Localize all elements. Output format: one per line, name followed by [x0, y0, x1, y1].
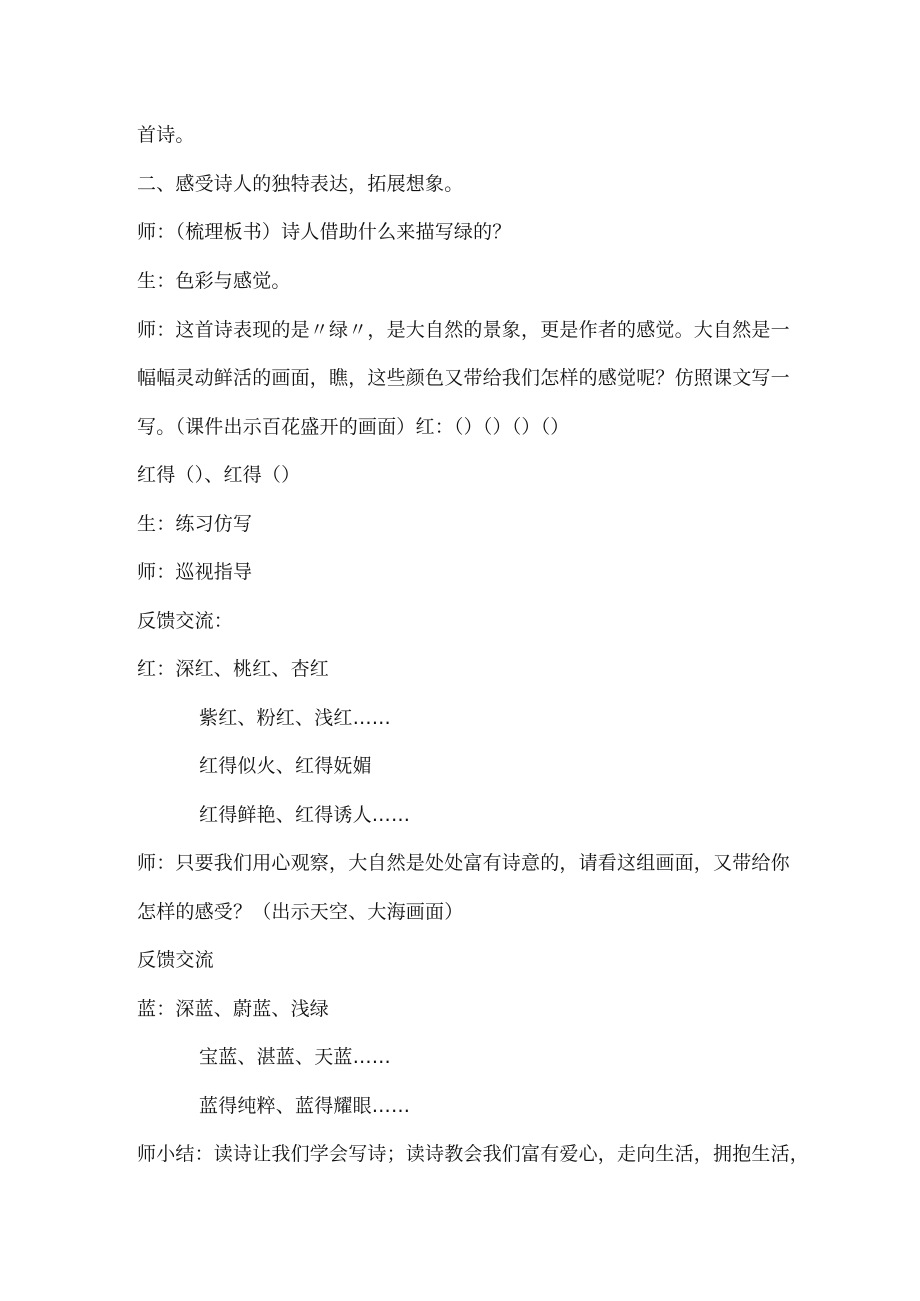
- text-line: 反馈交流: [137, 949, 214, 971]
- text-line: 反馈交流：: [137, 610, 234, 632]
- text-line: 怎样的感受？（出示天空、大海画面）: [137, 901, 464, 923]
- text-line: 红得（）、红得（）: [137, 464, 301, 486]
- text-line: 幅幅灵动鲜活的画面，瞧，这些颜色又带给我们怎样的感觉呢？仿照课文写一: [137, 367, 790, 389]
- text-line: 首诗。: [137, 124, 195, 146]
- text-line: 生：练习仿写: [137, 513, 253, 535]
- indented-line: 蓝得纯粹、蓝得耀眼……: [199, 1095, 411, 1117]
- text-line: 蓝：深蓝、蔚蓝、浅绿: [137, 998, 330, 1020]
- text-line: 师：这首诗表现的是〃绿〃，是大自然的景象，更是作者的感觉。大自然是一: [137, 319, 790, 341]
- indented-line: 宝蓝、湛蓝、天蓝……: [199, 1046, 392, 1068]
- text-line: 生：色彩与感觉。: [137, 270, 291, 292]
- text-line: 师：（梳理板书）诗人借助什么来描写绿的？: [137, 221, 512, 243]
- indented-line: 红得鲜艳、红得诱人……: [199, 804, 411, 826]
- text-line: 师小结：读诗让我们学会写诗；读诗教会我们富有爱心，走向生活，拥抱生活，: [137, 1143, 810, 1165]
- indented-line: 红得似火、红得妩媚: [199, 755, 372, 777]
- text-line: 师：巡视指导: [137, 561, 253, 583]
- text-line: 写。（课件出示百花盛开的画面）红：（）（）（）（）: [137, 416, 570, 438]
- text-line: 红：深红、桃红、杏红: [137, 658, 330, 680]
- text-line: 师：只要我们用心观察，大自然是处处富有诗意的，请看这组画面，又带给你: [137, 852, 790, 874]
- indented-line: 紫红、粉红、浅红……: [199, 707, 392, 729]
- section-heading: 二、感受诗人的独特表达，拓展想象。: [137, 173, 464, 195]
